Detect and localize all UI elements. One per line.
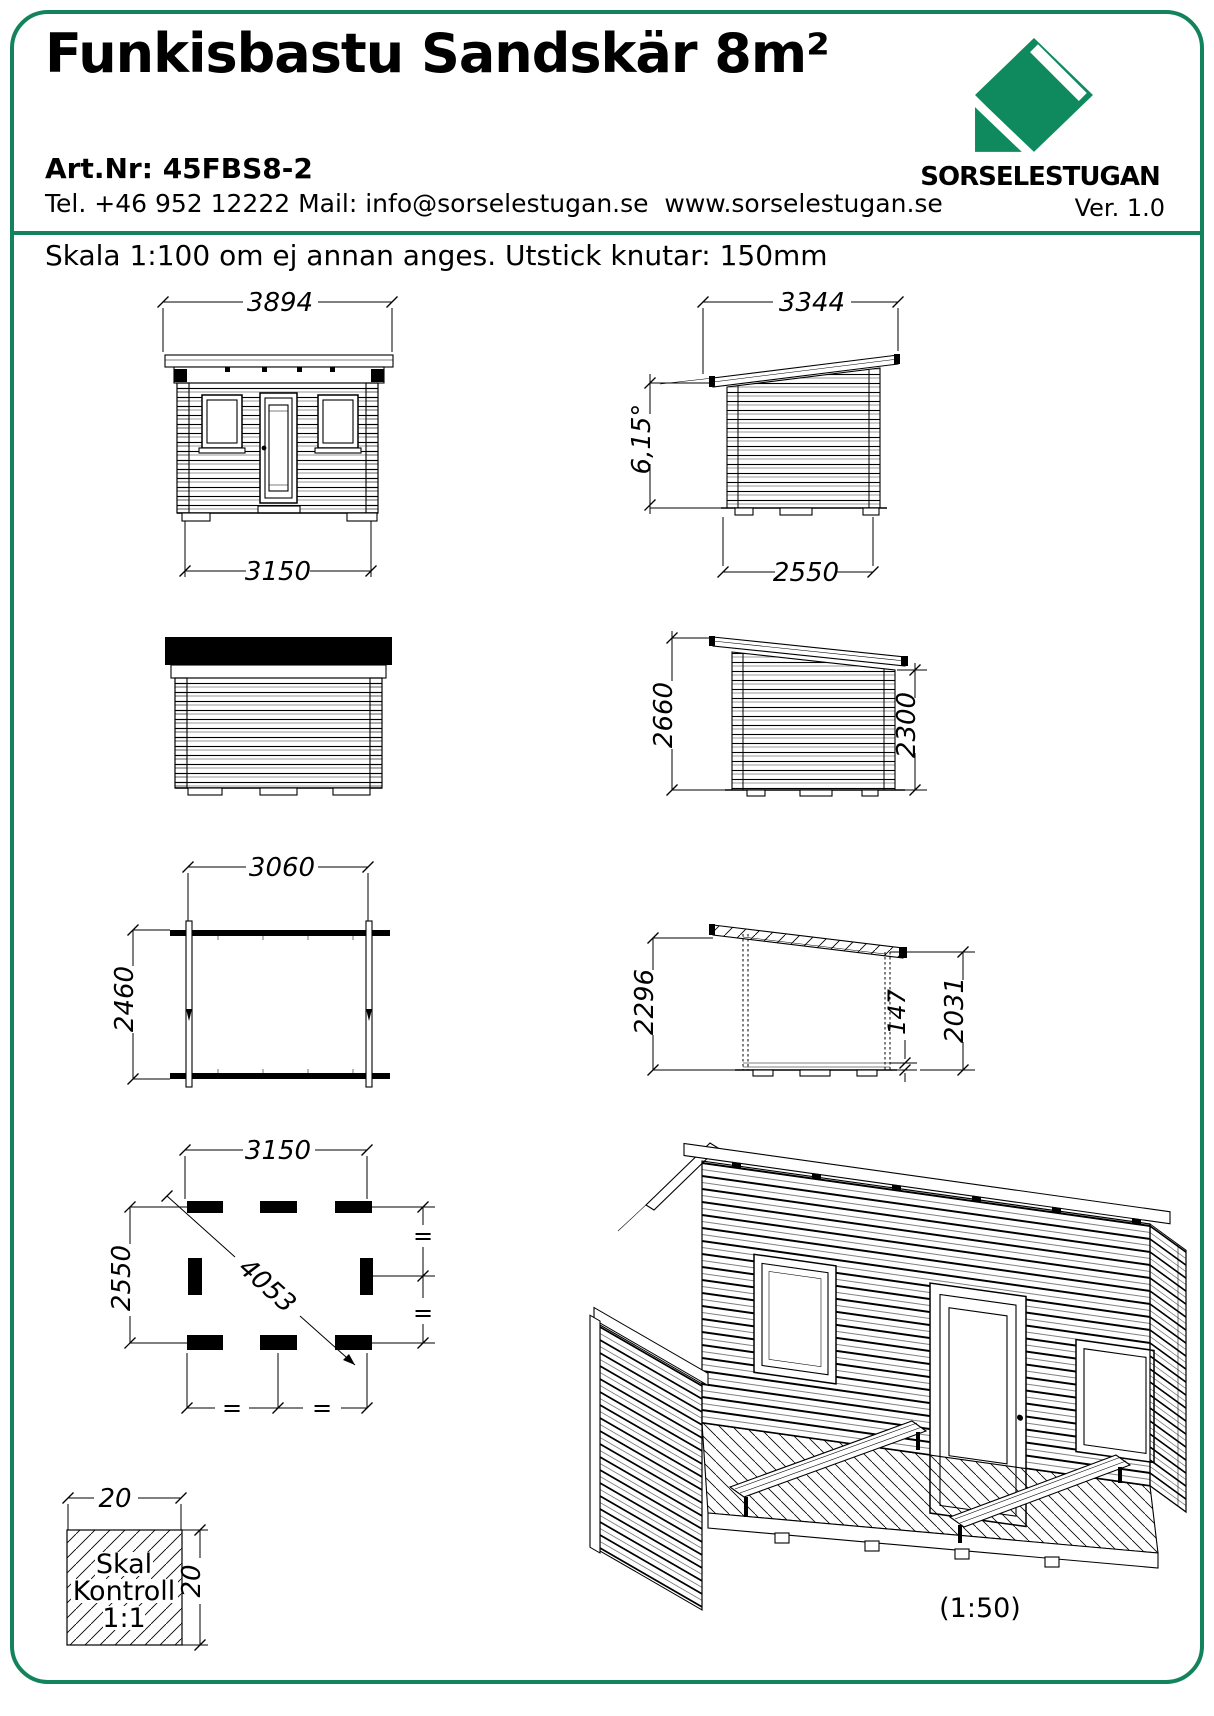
- dim-side-b-height-left: 2660: [649, 681, 679, 749]
- section-left-dim: [630, 933, 735, 1076]
- version-label: Ver. 1.0: [1074, 194, 1165, 222]
- equal-mark: =: [311, 1394, 333, 1422]
- door-handle: [262, 446, 267, 451]
- dim-side-a-width-top: 3344: [778, 288, 846, 318]
- rear-fascia: [171, 665, 386, 678]
- side-b-left-dim: [649, 631, 725, 796]
- side-elevation-a-drawing: [575, 256, 920, 591]
- contact-line: Tel. +46 952 12222 Mail: info@sorselestugan.se www.sorselestugan.se: [45, 189, 943, 218]
- dim-foundation-depth: 2550: [107, 1244, 137, 1312]
- scale-check-drawing: [46, 1474, 251, 1694]
- equal-mark: =: [221, 1394, 243, 1422]
- dim-scale-check-width: 20: [98, 1484, 132, 1514]
- rear-roof-band: [165, 637, 392, 665]
- section-walls: [735, 934, 897, 1076]
- sorselestugan-logo-icon: [972, 36, 1096, 156]
- dim-plan-width: 3060: [248, 853, 316, 883]
- perspective-left-railing: [590, 1305, 708, 1615]
- plan-left-dim: [110, 925, 170, 1085]
- dim-roof-angle: 6,15°: [627, 403, 657, 475]
- dim-side-a-width-bottom: 2550: [772, 558, 840, 588]
- plan-top-dim: [183, 853, 374, 921]
- scale-check-label-3: 1:1: [102, 1603, 146, 1634]
- article-number: Art.Nr: 45FBS8-2: [45, 152, 313, 185]
- section-floor-dim: [883, 988, 917, 1082]
- side-a-angle-dim: [627, 374, 725, 514]
- plan-frame: [170, 921, 390, 1087]
- dim-section-floor-height: 147: [883, 989, 911, 1035]
- front-base: [177, 513, 378, 521]
- brand-name: SORSELESTUGAN: [920, 162, 1160, 192]
- dim-foundation-width: 3150: [244, 1136, 312, 1166]
- header-divider: [12, 231, 1202, 235]
- section-roof: [709, 924, 907, 958]
- plan-view-drawing: [78, 841, 408, 1101]
- dim-foundation-diagonal: 4053: [232, 1252, 302, 1320]
- scale-check-label-1: Skal: [95, 1549, 153, 1580]
- front-roof: [165, 355, 393, 383]
- perspective-drawing: [560, 1085, 1200, 1645]
- front-elevation-drawing: [148, 288, 403, 588]
- foundation-left-dim: [107, 1202, 187, 1349]
- side-b-wall: [725, 652, 905, 796]
- foundation-top-dim: [180, 1136, 373, 1199]
- foundation-right-equal-dim: [372, 1202, 435, 1349]
- equal-mark: =: [412, 1299, 434, 1327]
- perspective-right-wall: [1150, 1224, 1186, 1512]
- front-window-left: [199, 395, 245, 453]
- dim-section-height-left: 2296: [630, 968, 660, 1036]
- equal-mark: =: [412, 1222, 434, 1250]
- foundation-blocks: [187, 1201, 373, 1350]
- scale-note: Skala 1:100 om ej annan anges. Utstick knutar: 150mm: [45, 239, 828, 272]
- rear-elevation-drawing: [148, 628, 398, 813]
- front-door: [258, 393, 300, 513]
- rear-wall: [175, 678, 382, 788]
- corner-logs-right: [366, 383, 378, 513]
- foundation-bottom-equal-dim: [182, 1353, 373, 1422]
- side-elevation-b-drawing: [575, 553, 945, 808]
- dim-scale-check-height: 20: [177, 1564, 207, 1598]
- page-title: Funkisbastu Sandskär 8m²: [45, 22, 829, 85]
- front-window-right: [315, 395, 361, 453]
- perspective-window-right: [1076, 1340, 1154, 1463]
- foundation-plan-drawing: [53, 1126, 463, 1436]
- section-drawing: [575, 830, 1015, 1098]
- dim-front-width-bottom: 3150: [244, 557, 312, 587]
- dim-section-height-right: 2031: [940, 976, 970, 1044]
- perspective-window-left: [754, 1254, 836, 1384]
- rear-base: [175, 788, 382, 795]
- dim-plan-depth: 2460: [110, 965, 140, 1033]
- side-b-right-dim: [892, 663, 927, 796]
- dim-front-width-top: 3894: [246, 288, 314, 318]
- front-top-dim: [158, 288, 398, 352]
- side-a-wall: [721, 368, 887, 515]
- corner-logs-left: [177, 383, 189, 513]
- perspective-scale-label: (1:50): [939, 1593, 1021, 1624]
- scale-check-label-2: Kontroll: [72, 1576, 176, 1607]
- scale-check-top-dim: [63, 1484, 187, 1530]
- front-bottom-dim: [180, 521, 377, 587]
- dim-side-b-height-right: 2300: [892, 691, 922, 759]
